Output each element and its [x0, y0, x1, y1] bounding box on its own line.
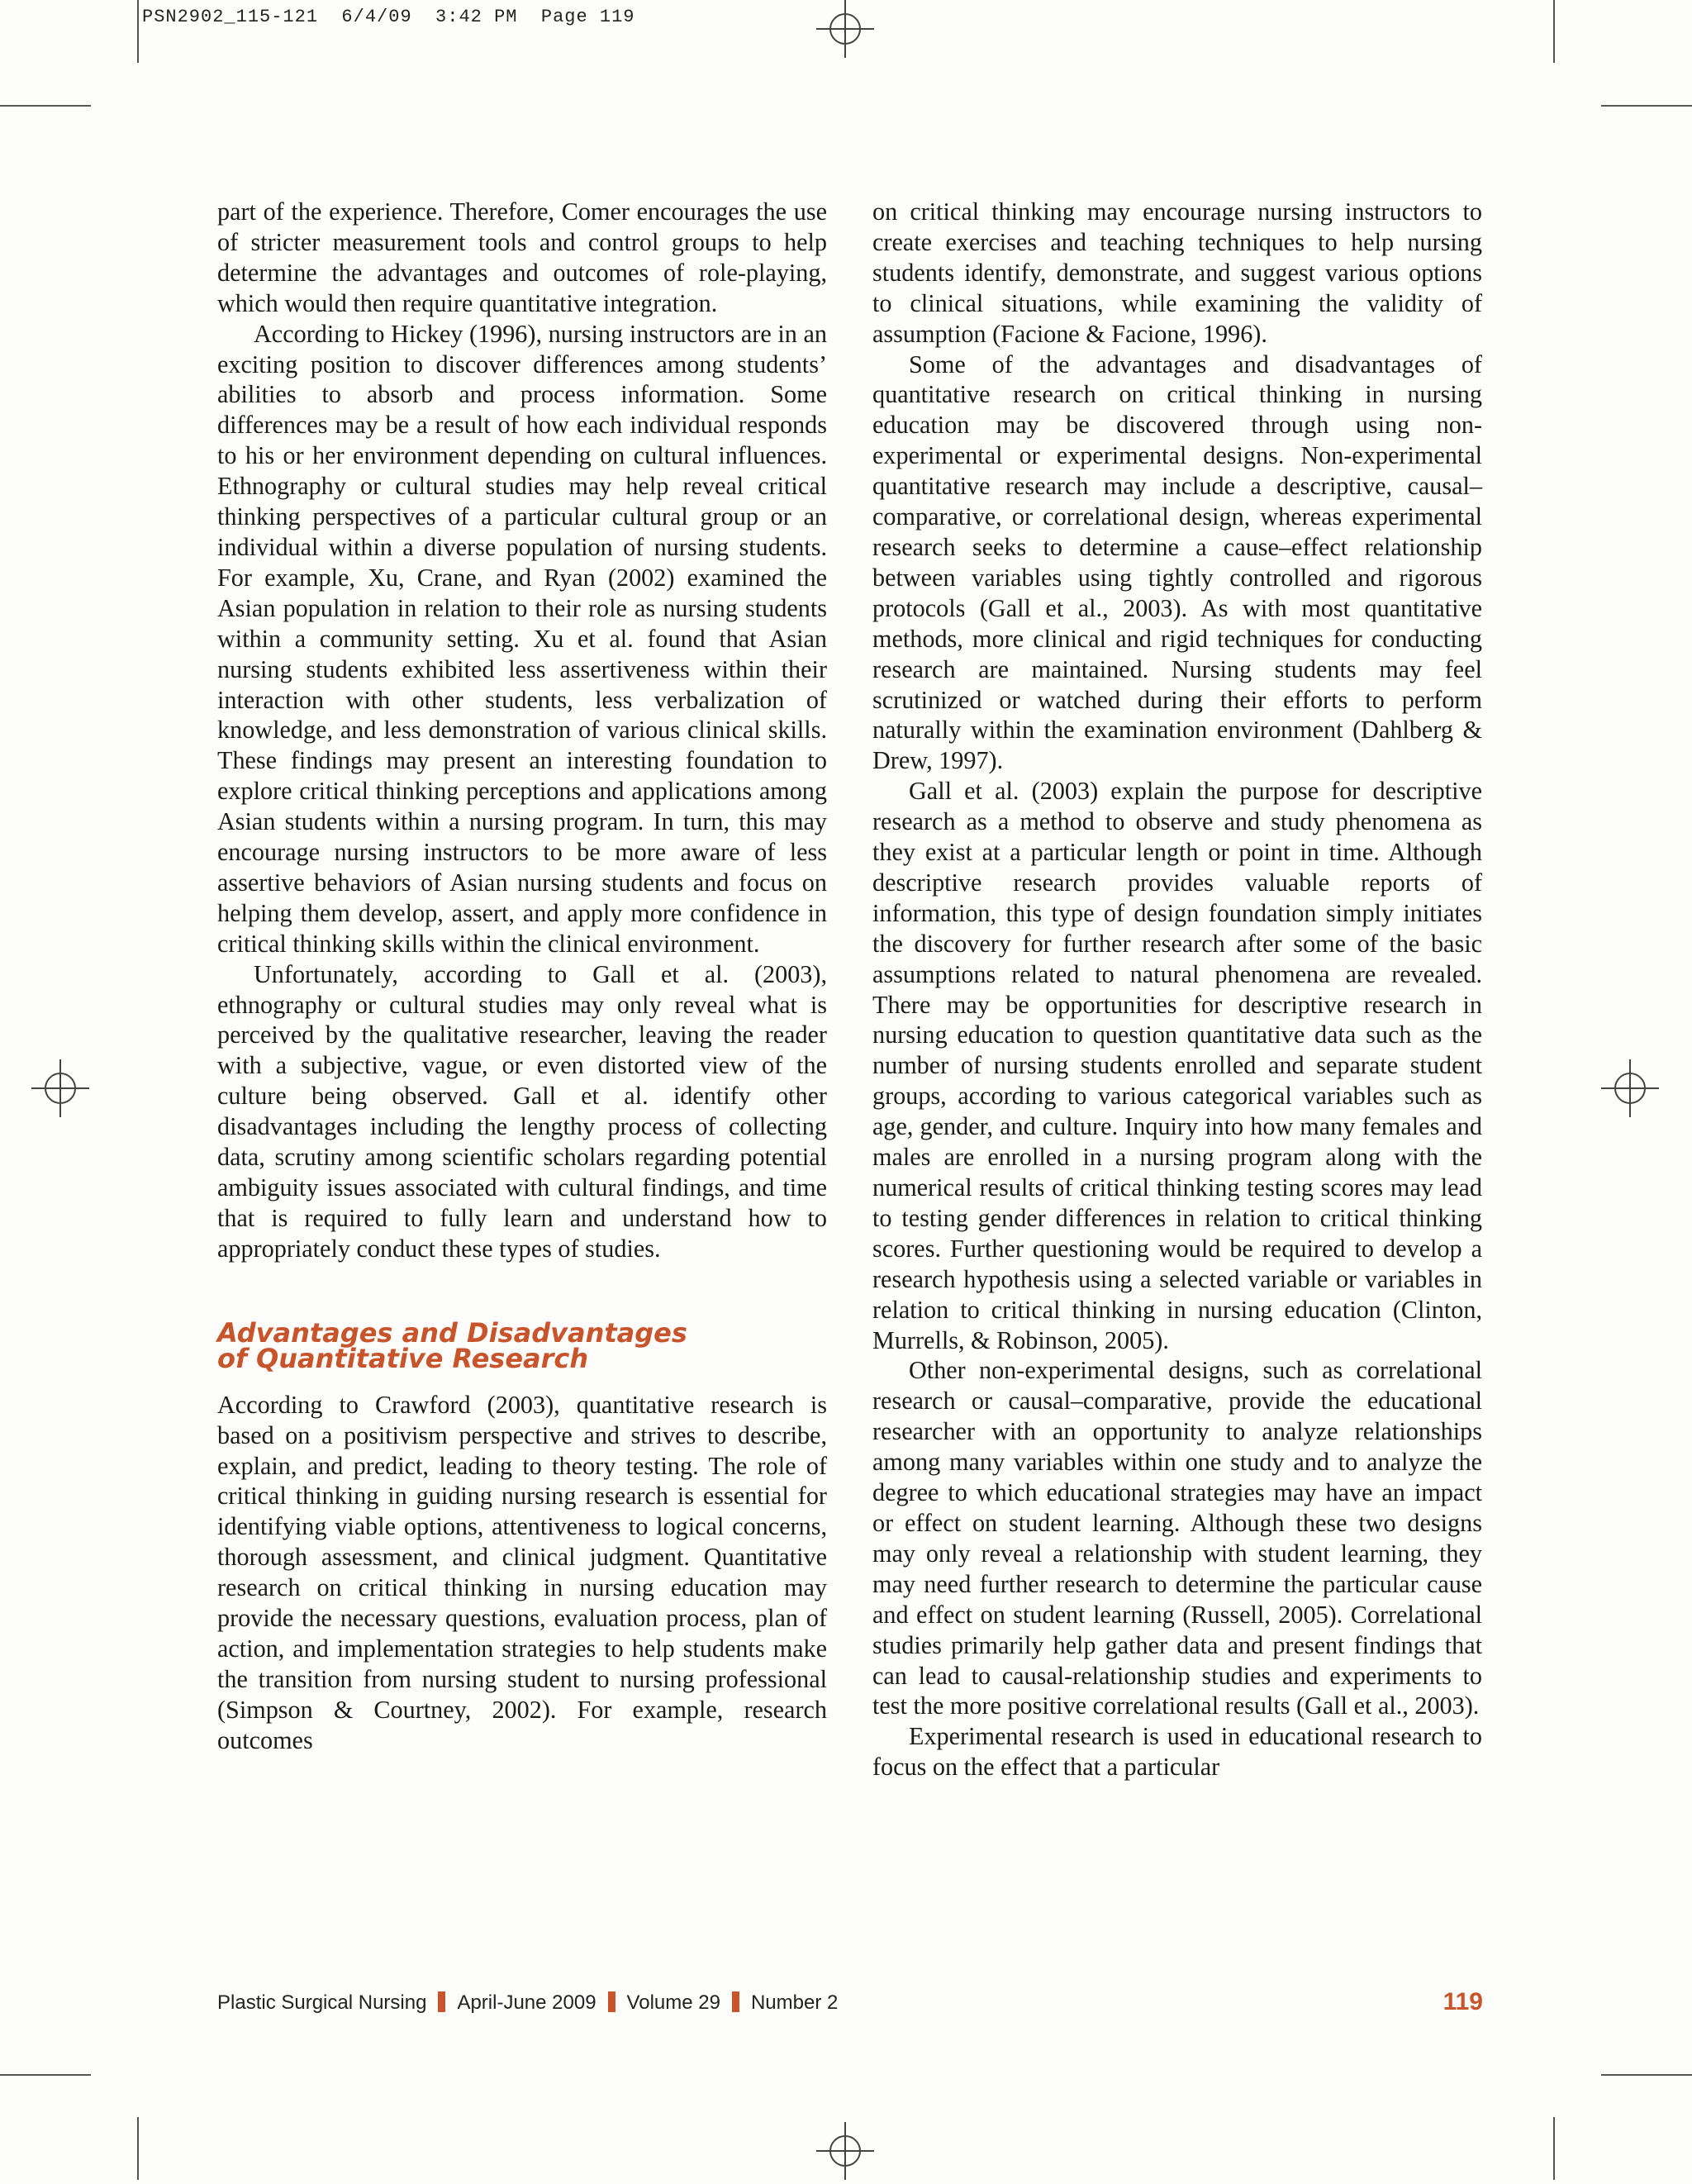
paragraph: Unfortunately, according to Gall et al. (2003), ethnography or cultural studies may only reveal what is perceived by the qualitative researcher, leaving the reader with a subjective, vague, or even distorted view of the culture being observed. Gall et al. identify other disadvantages including the lengthy process of collecting data, scrutiny among scientific scholars regarding potential ambiguity issues associated with cultural findings, and time that is required to fully learn and understand how to appropriately conduct these types of studies.: [217, 959, 827, 1263]
left-column: [217, 197, 827, 1756]
section-heading-line: Advantages and Disadvantages: [217, 1316, 687, 1349]
section-heading: [217, 1316, 827, 1374]
crop-mark: [0, 2074, 91, 2076]
crop-mark: [1553, 2117, 1555, 2180]
crop-mark: [0, 105, 91, 107]
crop-mark: [1601, 105, 1692, 107]
issue-number: Number 2: [750, 1991, 839, 2014]
crop-mark: [1553, 0, 1555, 63]
paragraph: According to Hickey (1996), nursing instructors are in an exciting position to discover differences among students’ abilities to absorb and process information. Some differences may be a result of how each individual responds to his or her environment depending on cultural influences. Ethnography or cultural studies may help reveal critical thinking perspectives of a particular cultural group or an individual within a diverse population of nursing students. For example, Xu, Crane, and Ryan (2002) examined the Asian population in relation to their role as nursing students within a community setting. Xu et al. found that Asian nursing students exhibited less assertiveness within their interaction with other students, less verbalization of knowledge, and less demonstration of various clinical skills. These findings may present an interesting foundation to explore critical thinking perceptions and applications among Asian students within a nursing program. In turn, this may encourage nursing instructors to be more aware of less assertive behaviors of Asian nursing students and focus on helping them develop, assert, and apply more confidence in critical thinking skills within the clinical environment.: [217, 319, 827, 958]
separator-bar: [732, 1991, 739, 2012]
paragraph: on critical thinking may encourage nursing instructors to create exercises and teaching techniques to help nursing students identify, demonstrate, and suggest various options to clinical situations, while examining the validity of assumption (Facione & Facione, 1996).: [872, 197, 1482, 348]
volume: Volume 29: [626, 1991, 720, 2014]
separator-bar: [438, 1991, 445, 2012]
paragraph: part of the experience. Therefore, Comer encourages the use of stricter measurement tools and control groups to help determine the advantages and outcomes of role-playing, which would then require quantitative integration.: [217, 197, 827, 317]
paragraph: Some of the advantages and disadvantages of quantitative research on critical thinking in nursing education may be discovered through using non-experimental or experimental designs. Non-experimental quantitative research may include a descriptive, causal–comparative, or correlational design, whereas experimental research seeks to determine a cause–effect relationship between variables using tightly controlled and rigorous protocols (Gall et al., 2003). As with most quantitative methods, more clinical and rigid techniques for conducting research are maintained. Nursing students may feel scrutinized or watched during their efforts to perform naturally within the examination environment (Dahlberg & Drew, 1997).: [872, 350, 1482, 775]
registration-mark-top: [816, 0, 874, 58]
right-column: [872, 197, 1482, 1782]
crop-mark: [137, 2117, 139, 2180]
page-number: 119: [1442, 1988, 1483, 2015]
section-heading-line: of Quantitative Research: [217, 1342, 589, 1374]
paragraph: Experimental research is used in educational research to focus on the effect that a particular: [872, 1722, 1482, 1782]
paragraph: Gall et al. (2003) explain the purpose for descriptive research as a method to observe and study phenomena as they exist at a particular length or point in time. Although descriptive research provides valuable reports of information, this type of design foundation simply initiates the discovery for further research after some of the basic assumptions related to natural phenomena are revealed. There may be opportunities for descriptive research in nursing education to question quantitative data such as the number of nursing students enrolled and separate student groups, according to various categorical variables such as age, gender, and culture. Inquiry into how many females and males are enrolled in a nursing program along with the numerical results of critical thinking testing scores may lead to testing gender differences in relation to critical thinking scores. Further questioning would be required to develop a research hypothesis using a selected variable or variables in relation to critical thinking in nursing education (Clinton, Murrells, & Robinson, 2005).: [872, 777, 1482, 1354]
printer-slug: PSN2902_115-121 6/4/09 3:42 PM Page 119: [142, 7, 635, 27]
registration-mark-right: [1601, 1059, 1659, 1117]
paragraph: According to Crawford (2003), quantitative research is based on a positivism perspective and strives to describe, explain, and predict, leading to theory testing. The role of critical thinking in guiding nursing research is essential for identifying viable options, attentiveness to logical concerns, thorough assessment, and clinical judgment. Quantitative research on critical thinking in nursing education may provide the necessary questions, evaluation process, plan of action, and implementation strategies to help students make the transition from nursing student to nursing professional (Simpson & Courtney, 2002). For example, research outcomes: [217, 1390, 827, 1754]
running-footer: [217, 1991, 838, 2015]
registration-mark-left: [31, 1059, 89, 1117]
issue-date: April-June 2009: [457, 1991, 596, 2014]
paragraph: Other non-experimental designs, such as correlational research or causal–comparative, provide the educational researcher with an opportunity to analyze relationships among many variables within one study and to analyze the degree to which educational strategies may have an impact or effect on student learning. Although these two designs may only reveal a relationship with student learning, they may need further research to determine the particular cause and effect on student learning (Russell, 2005). Correlational studies primarily help gather data and present findings that can lead to causal-relationship studies and experiments to test the more positive correlational results (Gall et al., 2003).: [872, 1356, 1482, 1720]
page-footer: [217, 1988, 1483, 2025]
crop-mark: [137, 0, 139, 63]
separator-bar: [608, 1991, 615, 2012]
registration-mark-bottom: [816, 2122, 874, 2180]
journal-name: Plastic Surgical Nursing: [217, 1991, 427, 2014]
crop-mark: [1601, 2074, 1692, 2076]
